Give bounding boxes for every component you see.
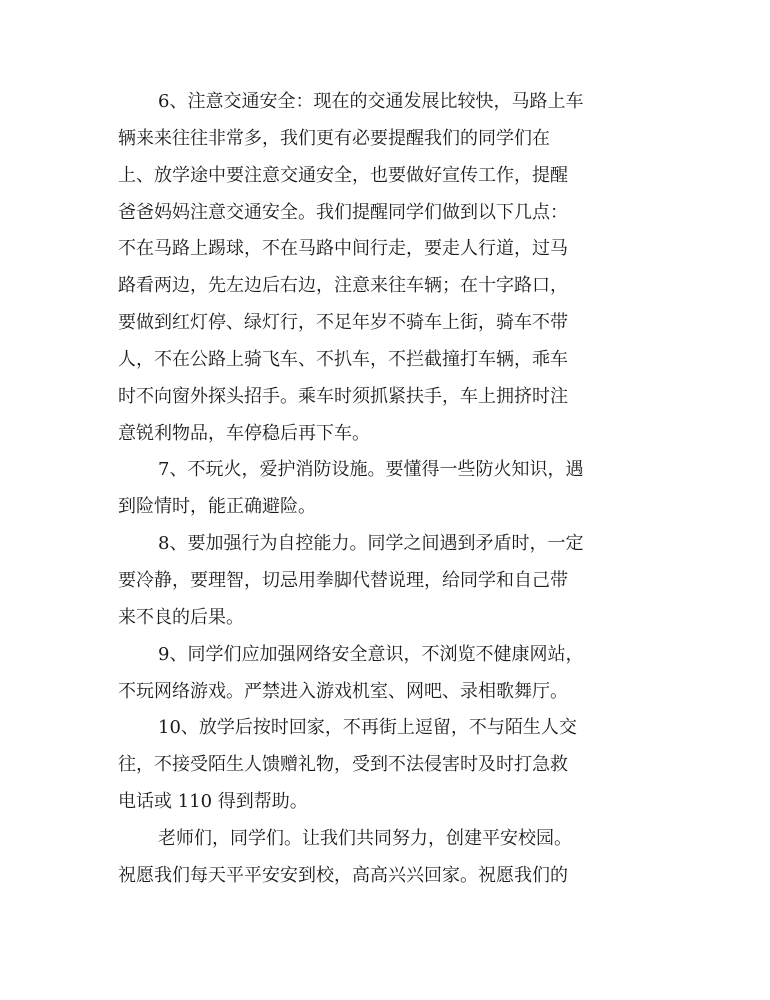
text-line: 6、注意交通安全：现在的交通发展比较快，马路上车 xyxy=(158,91,584,112)
text-line: 意锐利物品，车停稳后再下车。 xyxy=(118,422,370,444)
document-body xyxy=(118,84,652,895)
text-line: 人，不在公路上骑飞车、不扒车，不拦截撞打车辆，乖车 xyxy=(118,348,568,370)
text-line: 电话或 110 得到帮助。 xyxy=(118,791,308,813)
text-line: 路看两边，先左边后右边，注意来往车辆；在十字路口， xyxy=(118,275,568,297)
text-line: 上、放学途中要注意交通安全，也要做好宣传工作，提醒 xyxy=(118,164,568,186)
text-line: 8、要加强行为自控能力。同学之间遇到矛盾时，一定 xyxy=(158,533,584,555)
text-line: 祝愿我们每天平平安安到校，高高兴兴回家。祝愿我们的 xyxy=(118,864,568,886)
text-line: 要做到红灯停、绿灯行，不足年岁不骑车上街，骑车不带 xyxy=(118,312,568,334)
text-line: 10、放学后按时回家，不再街上逗留，不与陌生人交 xyxy=(158,717,577,739)
text-line: 来不良的后果。 xyxy=(118,606,244,628)
text-line: 7、不玩火，爱护消防设施。要懂得一些防火知识，遇 xyxy=(158,459,584,481)
text-line: 辆来来往往非常多，我们更有必要提醒我们的同学们在 xyxy=(118,127,550,149)
text-line: 爸爸妈妈注意交通安全。我们提醒同学们做到以下几点： xyxy=(118,201,568,223)
text-line: 往，不接受陌生人馈赠礼物，受到不法侵害时及时打急救 xyxy=(118,754,568,776)
text-line: 到险情时，能正确避险。 xyxy=(118,496,316,518)
text-line: 老师们，同学们。让我们共同努力，创建平安校园。 xyxy=(158,827,572,849)
text-line: 不玩网络游戏。严禁进入游戏机室、网吧、录相歌舞厅。 xyxy=(118,680,568,702)
text-line: 要冷静，要理智，切忌用拳脚代替说理，给同学和自己带 xyxy=(118,569,568,591)
text-line: 不在马路上踢球，不在马路中间行走，要走人行道，过马 xyxy=(118,238,568,260)
text-line: 时不向窗外探头招手。乘车时须抓紧扶手，车上拥挤时注 xyxy=(118,385,568,407)
text-line: 9、同学们应加强网络安全意识，不浏览不健康网站， xyxy=(158,643,584,665)
